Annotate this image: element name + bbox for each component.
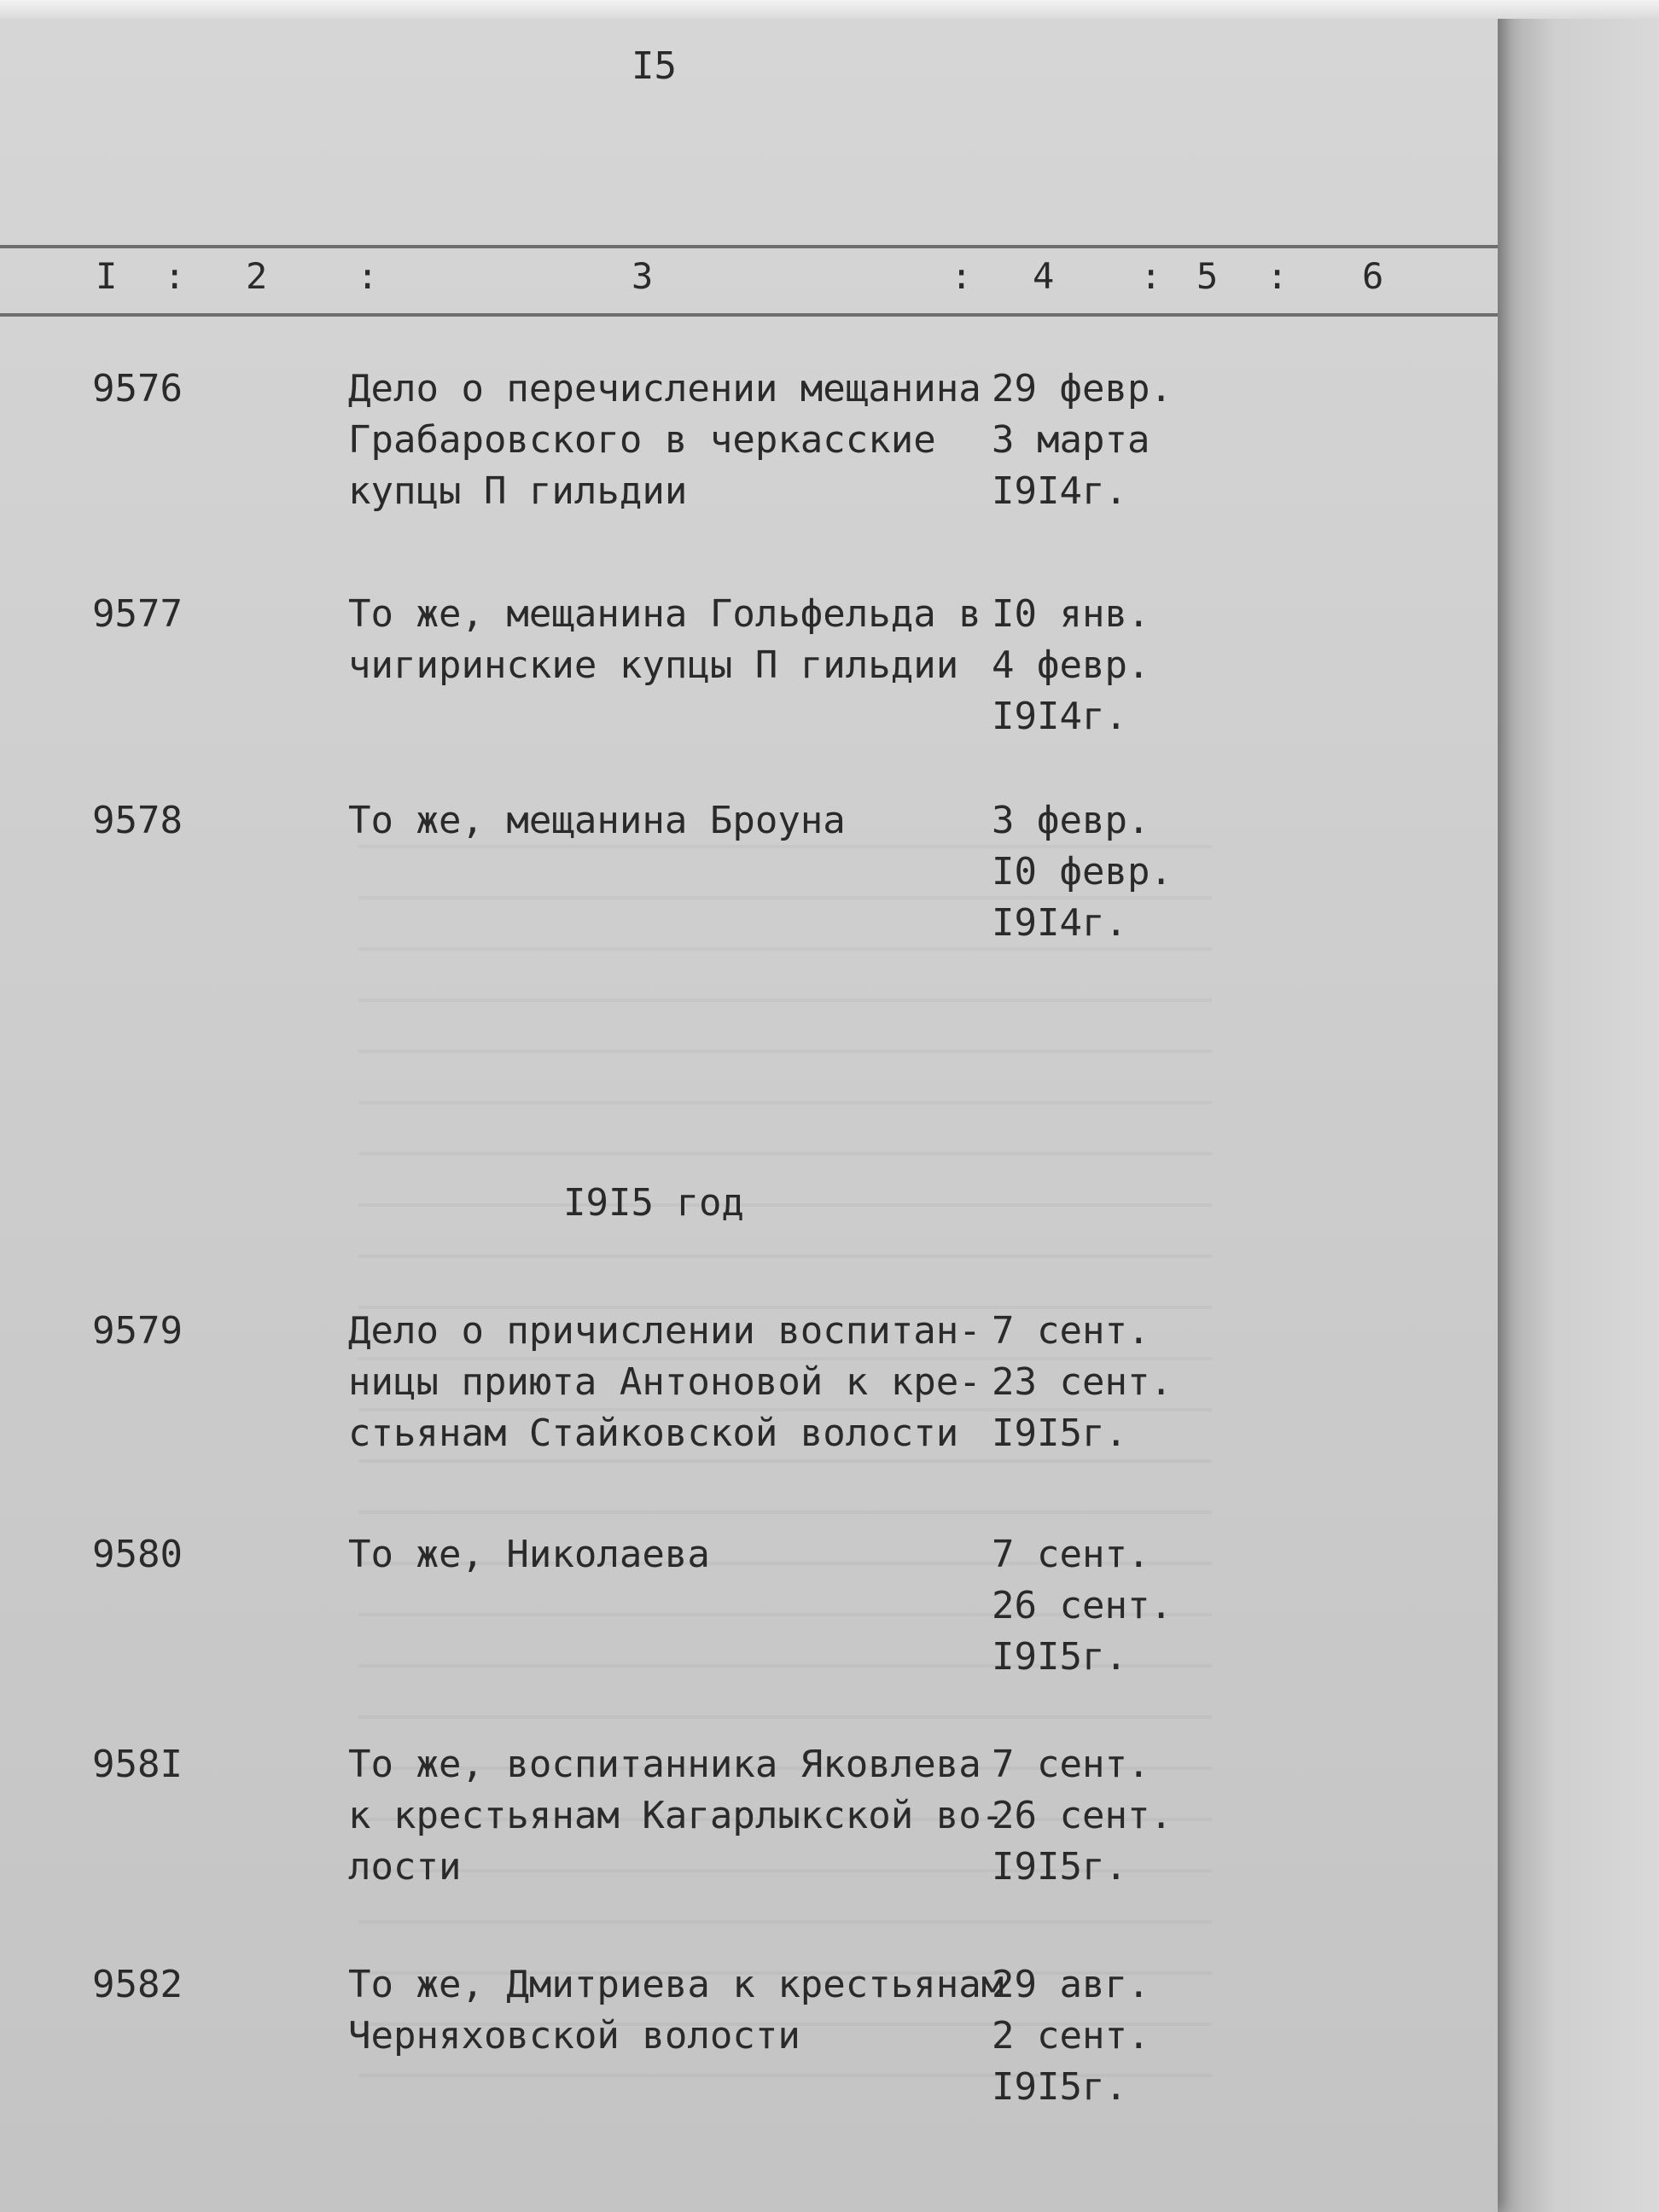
underlying-page-edge xyxy=(1485,0,1659,2212)
column-separator: : xyxy=(951,255,973,297)
date-line: I9I5г. xyxy=(992,1635,1127,1679)
date-line: 2 сент. xyxy=(992,2014,1150,2058)
entry-number: 9579 xyxy=(92,1309,183,1353)
entry-number: 9576 xyxy=(92,367,183,410)
date-line: 7 сент. xyxy=(992,1309,1150,1353)
entry-dates xyxy=(992,1306,1173,1459)
description-line: Дело о причислении воспитан- xyxy=(348,1309,981,1353)
header-bottom-rule xyxy=(0,313,1498,317)
date-line: 23 сент. xyxy=(992,1360,1173,1404)
description-line: Грабаровского в черкасские xyxy=(348,418,936,462)
column-header-row xyxy=(0,249,1498,309)
date-line: 26 сент. xyxy=(992,1794,1173,1837)
description-line: лости xyxy=(348,1845,462,1889)
entry-number: 958I xyxy=(92,1743,183,1786)
entry-dates xyxy=(992,589,1150,742)
date-line: 26 сент. xyxy=(992,1584,1173,1627)
description-line: То же, Николаева xyxy=(348,1533,710,1576)
entry-number: 9580 xyxy=(92,1533,183,1576)
column-header-6: 6 xyxy=(1362,255,1384,297)
date-line: I0 февр. xyxy=(992,850,1173,894)
date-line: 29 авг. xyxy=(992,1963,1150,2006)
header-top-rule xyxy=(0,245,1498,248)
date-line: 3 февр. xyxy=(992,799,1150,842)
column-separator: : xyxy=(357,255,379,297)
description-line: Дело о перечислении мещанина xyxy=(348,367,981,410)
description-line: ницы приюта Антоновой к кре- xyxy=(348,1360,981,1404)
entry-number: 9578 xyxy=(92,799,183,842)
description-line: То же, воспитанника Яковлева xyxy=(348,1743,981,1786)
entry-dates xyxy=(992,795,1173,949)
description-line: к крестьянам Кагарлыкской во- xyxy=(348,1794,1004,1837)
year-heading: I9I5 год xyxy=(563,1181,744,1225)
date-line: 4 февр. xyxy=(992,643,1150,687)
column-header-2: 2 xyxy=(246,255,268,297)
paper-top-edge xyxy=(0,0,1659,19)
entry-dates xyxy=(992,1529,1173,1683)
date-line: 7 сент. xyxy=(992,1743,1150,1786)
entry-dates xyxy=(992,1739,1173,1893)
description-line: чигиринские купцы П гильдии xyxy=(348,643,959,687)
date-line: I0 янв. xyxy=(992,592,1150,636)
column-header-4: 4 xyxy=(1033,255,1055,297)
description-line: стьянам Стайковской волости xyxy=(348,1412,959,1455)
entry-description xyxy=(348,795,846,847)
description-line: Черняховской волости xyxy=(348,2014,800,2058)
entry-number: 9577 xyxy=(92,592,183,636)
date-line: I9I4г. xyxy=(992,901,1127,945)
date-line: I9I4г. xyxy=(992,695,1127,738)
column-separator: : xyxy=(1140,255,1162,297)
column-header-3: 3 xyxy=(632,255,654,297)
entry-description xyxy=(348,1306,981,1459)
date-line: I9I4г. xyxy=(992,469,1127,513)
description-line: купцы П гильдии xyxy=(348,469,688,513)
page-number: I5 xyxy=(632,44,677,88)
entry-description xyxy=(348,364,981,517)
entry-description xyxy=(348,1739,1004,1893)
date-line: 3 марта xyxy=(992,418,1150,462)
entry-description xyxy=(348,589,981,691)
column-header-1: I xyxy=(96,255,118,297)
entry-description xyxy=(348,1529,710,1580)
entry-dates xyxy=(992,1959,1150,2113)
column-header-5: 5 xyxy=(1196,255,1219,297)
entry-dates xyxy=(992,364,1173,517)
entry-description xyxy=(348,1959,1004,2062)
date-line: I9I5г. xyxy=(992,1412,1127,1455)
column-separator: : xyxy=(1266,255,1289,297)
date-line: I9I5г. xyxy=(992,2065,1127,2109)
date-line: 29 февр. xyxy=(992,367,1173,410)
description-line: То же, мещанина Гольфельда в xyxy=(348,592,981,636)
entry-number: 9582 xyxy=(92,1963,183,2006)
column-separator: : xyxy=(164,255,186,297)
date-line: 7 сент. xyxy=(992,1533,1150,1576)
description-line: То же, Дмитриева к крестьянам xyxy=(348,1963,1004,2006)
date-line: I9I5г. xyxy=(992,1845,1127,1889)
description-line: То же, мещанина Броуна xyxy=(348,799,846,842)
